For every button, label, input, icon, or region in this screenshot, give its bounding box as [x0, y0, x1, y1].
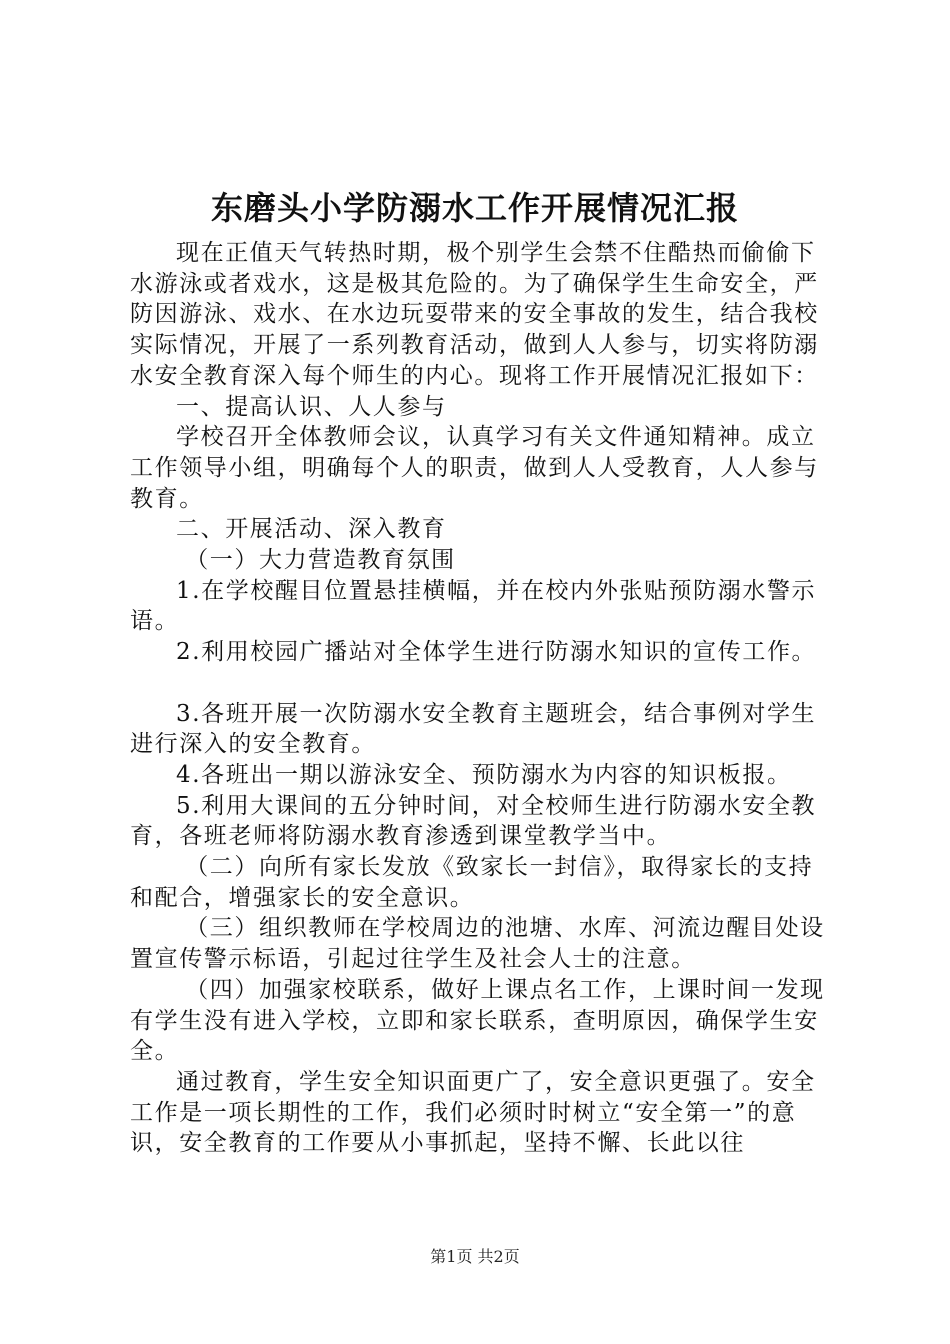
paragraph-conclusion: 通过教育，学生安全知识面更广了，安全意识更强了。安全工作是一项长期性的工作，我们必须时时树立“安全第一”的意识，安全教育的工作要从小事抓起，坚持不懈、长此以往	[130, 1068, 816, 1157]
section-heading-1: 一、提高认识、人人参与	[176, 393, 447, 420]
paragraph-intro: 现在正值天气转热时期，极个别学生会禁不住酷热而偷偷下水游泳或者戏水，这是极其危险的。为了确保学生生命安全，严防因游泳、戏水、在水边玩耍带来的安全事故的发生，结合我校实际情况，开展了一系列教育活动，做到人人参与，切实将防溺水安全教育深入每个师生的内心。现将工作开展情况汇报如下：	[130, 240, 819, 389]
document-title: 东磨头小学防溺水工作开展情况汇报	[210, 189, 739, 227]
blank-line	[130, 668, 830, 699]
page-number: 第1页 共2页	[430, 1247, 520, 1266]
subsection-3: （三）组织教师在学校周边的池塘、水库、河流边醒目处设置宣传警示标语，引起过往学生及社会人士的注意。	[130, 915, 825, 973]
list-item-2: 2.利用校园广播站对全体学生进行防溺水知识的宣传工作。	[176, 639, 817, 666]
document-body	[130, 238, 830, 1159]
paragraph-section-1: 学校召开全体教师会议，认真学习有关文件通知精神。成立工作领导小组，明确每个人的职责，做到人人受教育，人人参与教育。	[130, 424, 819, 512]
subsection-heading-1: （一）大力营造教育氛围	[185, 547, 456, 574]
list-item-4: 4.各班出一期以游泳安全、预防溺水为内容的知识板报。	[176, 761, 792, 788]
list-item-3: 3.各班开展一次防溺水安全教育主题班会，结合事例对学生进行深入的安全教育。	[130, 700, 817, 758]
list-item-5: 5.利用大课间的五分钟时间，对全校师生进行防溺水安全教育，各班老师将防溺水教育渗透到课堂教学当中。	[130, 792, 817, 850]
list-item-1: 1.在学校醒目位置悬挂横幅，并在校内外张贴预防溺水警示语。	[130, 577, 817, 635]
section-heading-2: 二、开展活动、深入教育	[176, 516, 447, 543]
subsection-4: （四）加强家校联系，做好上课点名工作，上课时间一发现有学生没有进入学校，立即和家长联系，查明原因，确保学生安全。	[130, 976, 825, 1065]
subsection-2: （二）向所有家长发放《致家长一封信》，取得家长的支持和配合，增强家长的安全意识。	[130, 854, 814, 911]
